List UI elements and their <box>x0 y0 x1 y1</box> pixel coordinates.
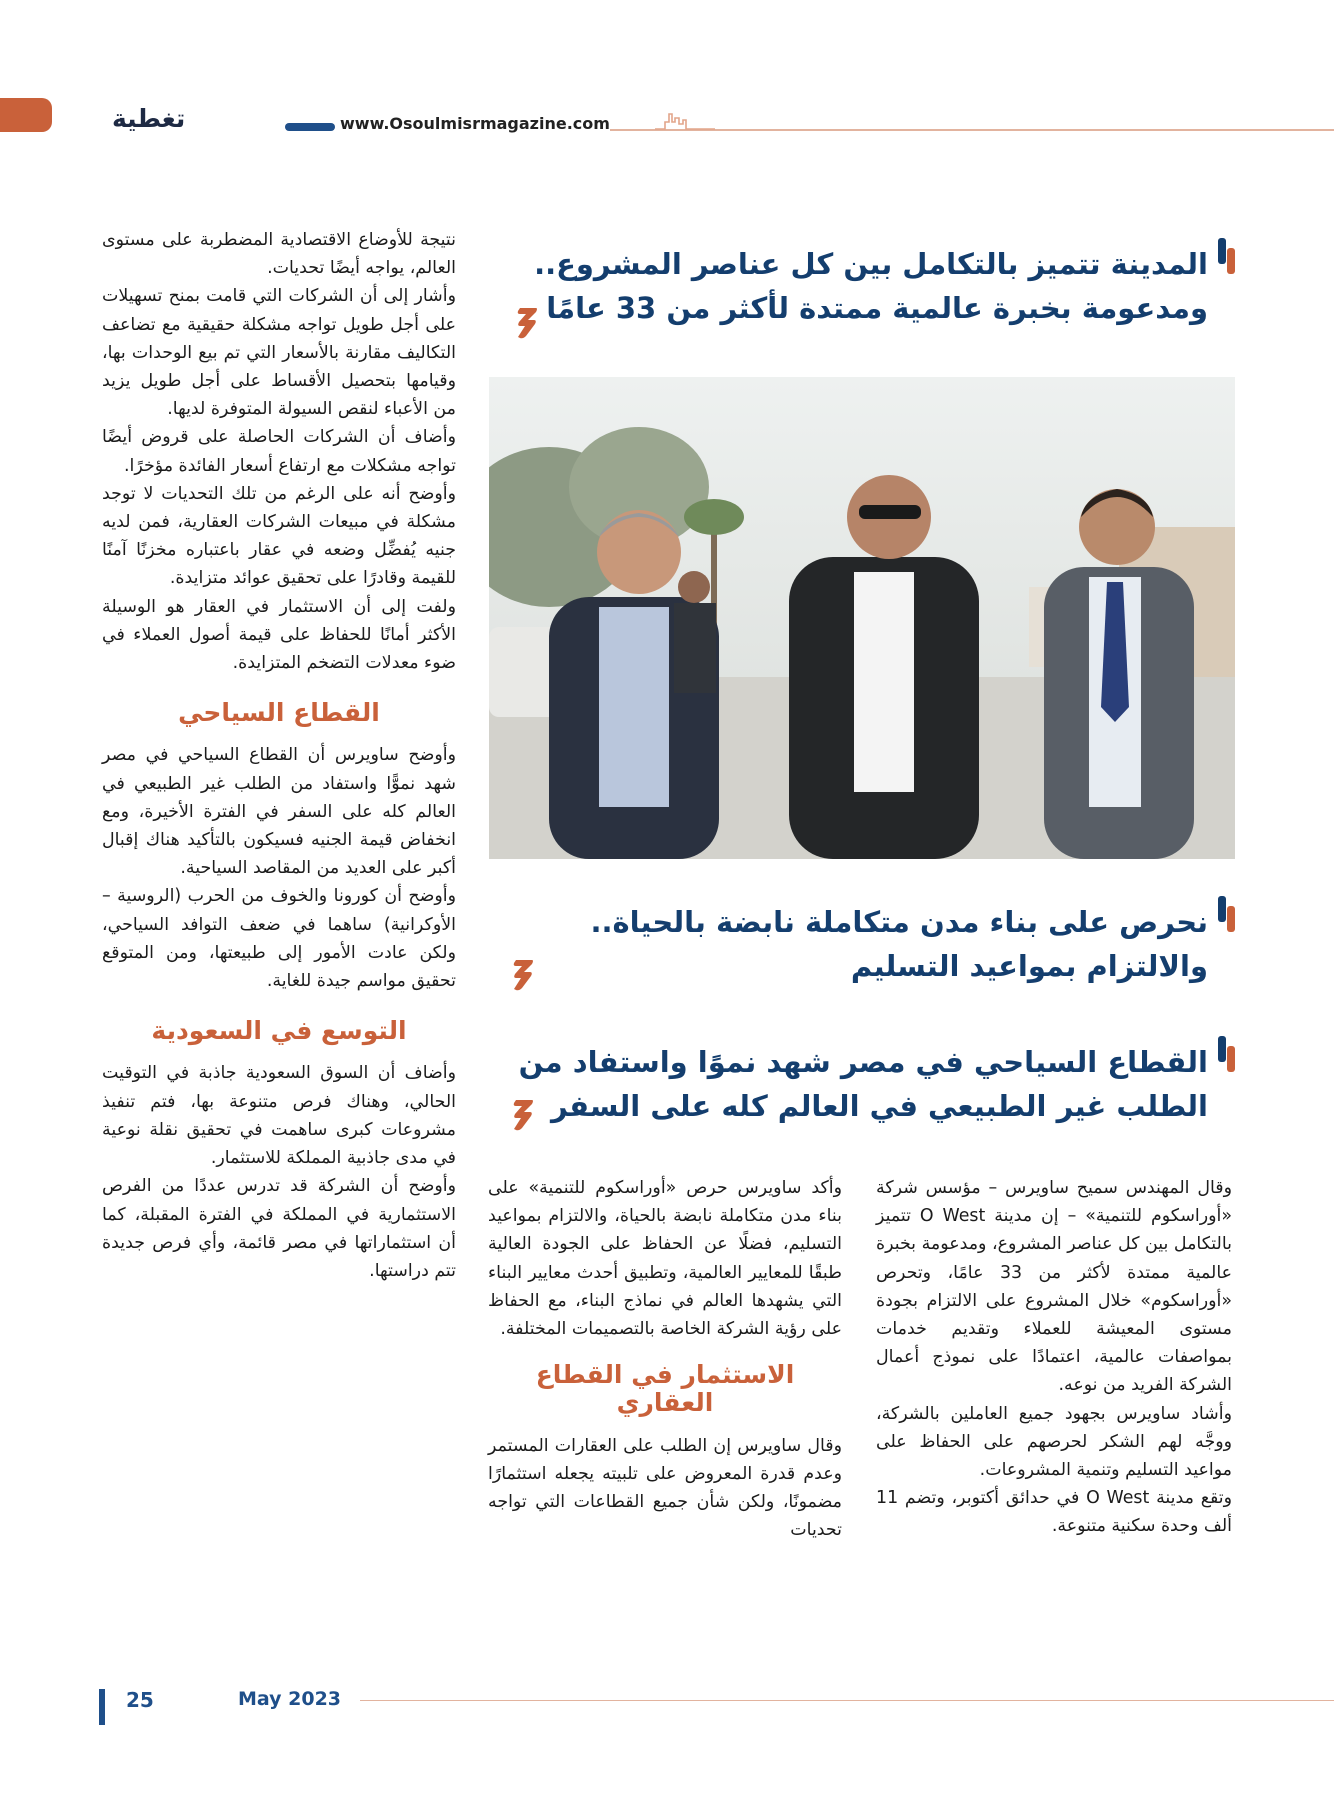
headline-bar <box>1218 238 1226 272</box>
paragraph: وأضاف أن الشركات الحاصلة على قروض أيضًا تواجه مشكلات مع ارتفاع أسعار الفائدة مؤخرًا. <box>102 427 456 476</box>
subhead-tourism: القطاع السياحي <box>178 698 380 728</box>
website-url[interactable]: www.Osoulmisrmagazine.com <box>340 114 610 133</box>
issue-date: May 2023 <box>238 1688 342 1710</box>
footer-bar <box>99 1689 105 1725</box>
photo-illustration <box>489 377 1235 859</box>
paragraph: وأكد ساويرس حرص «أوراسكوم للتنمية» على بناء مدن متكاملة نابضة بالحياة، والالتزام بمواعيد التسليم، فضلًا عن الحفاظ على الجودة العالية طبقًا للمعايير العالمية، وتطبيق أحدث معايير البناء التي يشهدها العالم في نماذج البناء، مع الحفاظ على رؤية الشركة الخاصة بالتصميمات المختلفة. <box>488 1178 842 1340</box>
headline-1-line-2: ومدعومة بخبرة عالمية ممتدة لأكثر من 33 عامًا <box>546 291 1208 325</box>
paragraph: وأضاف أن السوق السعودية جاذبة في التوقيت الحالي، وهناك فرص متنوعة بها، فتم تنفيذ مشروعات كبرى ساهمت في تحقيق نقلة نوعية في مدى جاذبية المملكة للاستثمار. <box>102 1063 456 1169</box>
headline-bar <box>1218 1036 1226 1070</box>
section-label: تغطية <box>112 104 186 133</box>
paragraph: وأوضح أن كورونا والخوف من الحرب (الروسية – الأوكرانية) ساهما في ضعف التوافد السياحي، ولكن عادت الأمور إلى طبيعتها، ومن المتوقع تحقيق مواسم جيدة للغاية. <box>102 886 456 992</box>
skyline-icon <box>655 110 715 132</box>
footer-rule <box>360 1700 1334 1701</box>
left-column <box>102 226 456 1285</box>
subhead-investment: الاستثمار في القطاع العقاري <box>535 1360 795 1418</box>
middle-column <box>488 1174 842 1544</box>
header-dash <box>285 123 335 131</box>
quote-mark-icon <box>512 1098 534 1132</box>
headline-bar <box>1218 896 1226 930</box>
right-column <box>876 1174 1232 1541</box>
paragraph: وأوضح أن الشركة قد تدرس عددًا من الفرص الاستثمارية في المملكة في الفترة المقبلة، كما أن استثماراتها في مصر قائمة، وأي فرص جديدة تتم دراستها. <box>102 1176 456 1281</box>
headline-3 <box>519 1040 1208 1128</box>
headline-2 <box>590 900 1208 988</box>
paragraph: وأشاد ساويرس بجهود جميع العاملين بالشركة، ووجَّه لهم الشكر لحرصهم على الحفاظ على مواعيد التسليم وتنمية المشروعات. <box>876 1403 1232 1481</box>
paragraph: وقال المهندس سميح ساويرس – مؤسس شركة «أوراسكوم للتنمية» – إن مدينة O West تتميز بالتكامل بين كل عناصر المشروع، ومدعومة بخبرة عالمية ممتدة لأكثر من 33 عامًا، وتحرص «أوراسكوم» خلال المشروع على الالتزام بجودة مستوى المعيشة للعملاء وتقديم خدمات بمواصفات عالمية، اعتمادًا على نموذج أعمال الشركة الفريد من نوعه. <box>876 1178 1233 1396</box>
article-photo <box>489 377 1235 859</box>
headline-1-line-1: المدينة تتميز بالتكامل بين كل عناصر المشروع.. <box>534 247 1208 281</box>
paragraph: وأوضح ساويرس أن القطاع السياحي في مصر شهد نموًّا واستفاد من الطلب غير الطبيعي في العالم كله على السفر في الفترة الأخيرة، ومع انخفاض قيمة الجنيه فسيكون بالتأكيد هناك إقبال أكبر على العديد من المقاصد السياحية. <box>102 745 456 879</box>
headline-3-line-1: القطاع السياحي في مصر شهد نموًا واستفاد من <box>518 1045 1208 1079</box>
headline-1 <box>534 242 1208 330</box>
paragraph: نتيجة للأوضاع الاقتصادية المضطربة على مستوى العالم، يواجه أيضًا تحديات. <box>102 230 456 279</box>
subhead-saudi: التوسع في السعودية <box>151 1016 407 1046</box>
section-tab-accent <box>0 98 52 132</box>
page-number: 25 <box>126 1688 154 1712</box>
headline-2-line-2: والالتزام بمواعيد التسليم <box>850 949 1208 983</box>
header-rule <box>610 129 1334 131</box>
headline-3-line-2: الطلب غير الطبيعي في العالم كله على السفر <box>550 1089 1208 1123</box>
paragraph: وأوضح أنه على الرغم من تلك التحديات لا توجد مشكلة في مبيعات الشركات العقارية، فمن لديه جنيه يُفضِّل وضعه في عقار باعتباره مخزنًا آمنًا للقيمة وقادرًا على تحقيق عوائد متزايدة. <box>102 483 456 589</box>
paragraph: وأشار إلى أن الشركات التي قامت بمنح تسهيلات على أجل طويل تواجه مشكلة حقيقية مع تضاعف التكاليف مقارنة بالأسعار التي تم بيع الوحدات بها، وقيامها بتحصيل الأقساط على أجل طويل يزيد من الأعباء لنقص السيولة المتوفرة لديها. <box>102 286 456 420</box>
paragraph: ولفت إلى أن الاستثمار في العقار هو الوسيلة الأكثر أمانًا للحفاظ على قيمة أصول العملاء في ضوء معدلات التضخم المتزايدة. <box>102 596 456 674</box>
headline-2-line-1: نحرص على بناء مدن متكاملة نابضة بالحياة.. <box>590 905 1208 939</box>
quote-mark-icon <box>512 958 534 992</box>
paragraph: وتقع مدينة O West في حدائق أكتوبر، وتضم 11 ألف وحدة سكنية متنوعة. <box>876 1488 1232 1537</box>
quote-mark-icon <box>516 306 538 340</box>
paragraph: وقال ساويرس إن الطلب على العقارات المستمر وعدم قدرة المعروض على تلبيته يجعله استثمارًا مضمونًا، ولكن شأن جميع القطاعات التي تواجه تحديات <box>488 1435 842 1541</box>
